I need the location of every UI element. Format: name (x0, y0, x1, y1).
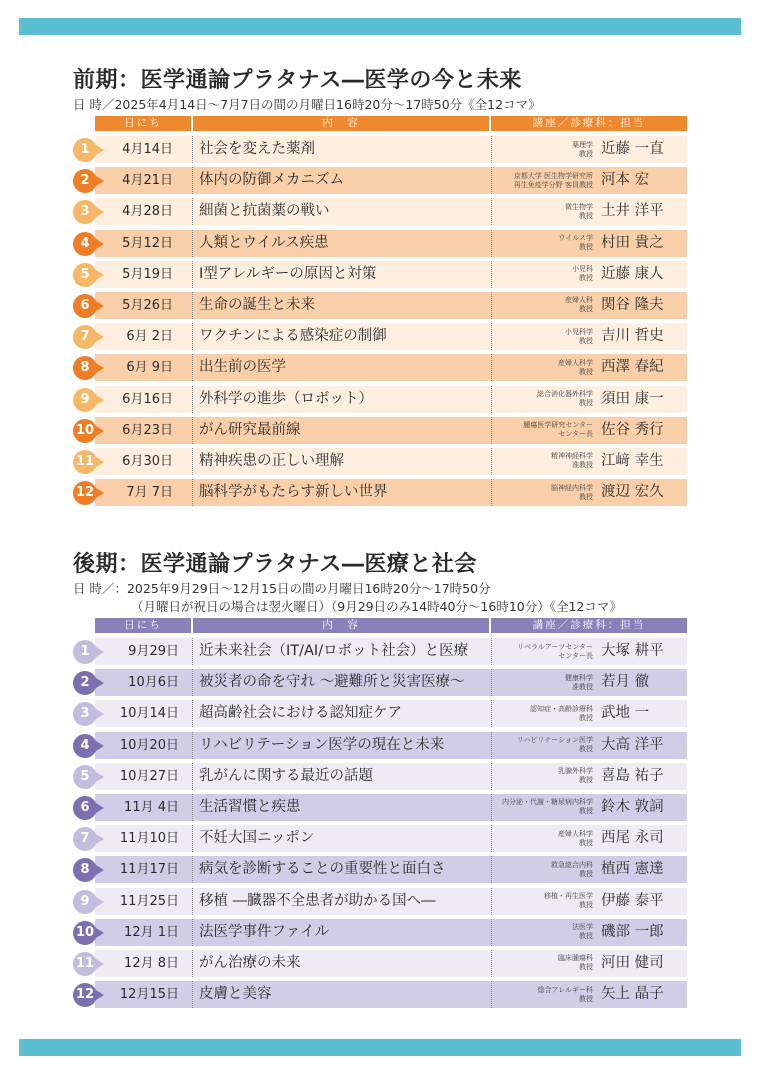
row-band (95, 479, 687, 506)
table-row (73, 636, 693, 667)
session-topic: 出生前の医学 (199, 359, 286, 376)
lecturer-name: 佐谷 秀行 (601, 421, 664, 438)
session-number-badge: 5 (73, 263, 97, 287)
divider (192, 479, 193, 506)
lecturer-name: 西澤 春紀 (601, 359, 664, 376)
session-topic: 生命の誕生と未来 (199, 296, 315, 313)
session-date: 11月25日 (119, 893, 179, 909)
divider (192, 448, 193, 475)
table-row (73, 792, 693, 823)
table-row (73, 352, 693, 383)
second-term-rows (73, 636, 693, 1010)
session-date: 4月14日 (122, 142, 173, 157)
second-term-date-note: （月曜日が祝日の場合は翌火曜日）（9月29日のみ14時40分～16時10分）《全12コマ》 (131, 599, 622, 614)
row-band (95, 919, 687, 946)
divider (192, 386, 193, 413)
lecturer-department: 法医学 教授 (572, 923, 593, 941)
lecturer-department: 移植・再生医学 教授 (544, 892, 593, 909)
session-topic: I型アレルギーの原因と対策 (199, 265, 377, 282)
first-term-rows (73, 134, 693, 508)
divider (192, 323, 193, 350)
session-topic: 病気を診断することの重要性と面白さ (199, 861, 446, 878)
header-date: 日にち (95, 618, 193, 633)
session-topic: 被災者の命を守れ ～避難所と災害医療～ (199, 674, 465, 691)
divider (192, 292, 193, 319)
divider (192, 638, 193, 665)
lecturer-department: 総合消化器外科学 教授 (537, 390, 593, 407)
table-row (73, 321, 693, 352)
table-row (73, 165, 693, 196)
row-band (95, 354, 687, 381)
lecturer-name: 吉川 哲史 (601, 328, 664, 345)
row-band (95, 198, 687, 225)
divider (192, 700, 193, 727)
header-lecturer: 講座／診療科：担当 (532, 619, 646, 631)
lecturer-department: リハビリテーション医学 教授 (516, 736, 593, 754)
session-topic: 乳がんに関する最近の話題 (199, 767, 373, 784)
divider (192, 230, 193, 257)
divider (192, 825, 193, 852)
divider (192, 136, 193, 163)
row-band (95, 386, 687, 413)
session-topic: 皮膚と美容 (199, 986, 272, 1003)
table-row (73, 477, 693, 508)
row-band (95, 763, 687, 790)
header-topic: 内 容 (193, 116, 491, 131)
lecturer-name: 河本 宏 (601, 172, 650, 189)
lecturer-department: 京都大学 医生物学研究所 再生免疫学分野 客員教授 (513, 171, 593, 189)
table-row (73, 384, 693, 415)
lecturer-name: 関谷 隆夫 (601, 296, 664, 313)
lecturer-name: 鈴木 敦詞 (601, 798, 664, 815)
lecturer-department: 健康科学 准教授 (565, 673, 593, 691)
header-date: 日にち (95, 116, 193, 131)
session-date: 10月14日 (119, 706, 179, 722)
divider (192, 763, 193, 790)
table-row (73, 196, 693, 227)
divider (192, 198, 193, 225)
divider (192, 856, 193, 883)
divider (192, 950, 193, 977)
lecturer-name: 須田 康一 (601, 390, 664, 407)
session-number-badge: 12 (73, 481, 97, 505)
top-accent-bar (19, 18, 741, 35)
session-date: 6月23日 (122, 422, 173, 438)
row-band (95, 230, 687, 257)
table-row (73, 917, 693, 948)
lecturer-department: 腫瘍医学研究センター センター長 (523, 421, 593, 439)
lecturer-department: 認知症・高齢診療科 教授 (530, 704, 593, 722)
session-topic: がん研究最前線 (199, 421, 301, 438)
bottom-accent-bar (19, 1039, 741, 1056)
lecturer-department: 救急総合内科 教授 (551, 860, 593, 878)
session-number-badge: 6 (73, 294, 97, 318)
first-term-title: 前期：医学通論プラタナス―医学の今と未来 (73, 68, 522, 93)
first-term-section (73, 66, 693, 508)
divider (192, 888, 193, 915)
row-band (95, 825, 687, 852)
second-term-table-header (95, 618, 687, 633)
table-row (73, 290, 693, 321)
lecturer-name: 若月 徹 (601, 674, 650, 691)
session-number-badge: 7 (73, 827, 97, 851)
divider (192, 919, 193, 946)
session-date: 9月29日 (128, 644, 179, 659)
lecturer-name: 近藤 一直 (601, 141, 664, 157)
session-date: 6月 2日 (126, 329, 173, 345)
row-band (95, 136, 687, 163)
divider (192, 669, 193, 696)
lecturer-name: 村田 貴之 (601, 234, 664, 251)
session-date: 4月28日 (122, 204, 173, 220)
session-topic: がん治療の未来 (199, 954, 301, 971)
table-row (73, 446, 693, 477)
session-topic: 精神疾患の正しい理解 (199, 452, 344, 469)
session-date: 11月17日 (119, 862, 179, 878)
row-band (95, 261, 687, 288)
session-number-badge: 9 (73, 388, 97, 412)
lecturer-name: 土井 洋平 (601, 203, 664, 220)
session-topic: 近未来社会（IT/AI/ロボット社会）と医療 (199, 643, 469, 659)
lecturer-department: 総合アレルギー科 教授 (537, 985, 593, 1003)
session-date: 7月 7日 (126, 485, 173, 501)
session-date: 11月 4日 (124, 799, 179, 815)
session-topic: 超高齢社会における認知症ケア (199, 705, 402, 722)
session-date: 11月10日 (119, 831, 179, 847)
session-date: 12月 8日 (124, 955, 179, 971)
lecturer-name: 西尾 永司 (601, 830, 664, 847)
session-date: 12月15日 (119, 987, 179, 1003)
session-number-badge: 9 (73, 890, 97, 914)
session-date: 12月 1日 (124, 924, 179, 940)
table-row (73, 667, 693, 698)
lecturer-department: 精神神経科学 准教授 (551, 452, 593, 470)
table-row (73, 761, 693, 792)
session-number-badge: 8 (73, 356, 97, 380)
table-row (73, 730, 693, 761)
session-number-badge: 7 (73, 325, 97, 349)
session-date: 10月20日 (119, 737, 179, 753)
session-topic: 外科学の進歩（ロボット） (199, 390, 373, 407)
lecturer-department: 産婦人科 教授 (565, 296, 593, 314)
session-date: 6月 9日 (126, 360, 173, 376)
session-topic: 不妊大国ニッポン (199, 830, 315, 847)
session-number-badge: 12 (73, 983, 97, 1007)
lecturer-name: 江﨑 幸生 (601, 452, 664, 469)
session-topic: 生活習慣と疾患 (199, 798, 301, 815)
session-number-badge: 3 (73, 200, 97, 224)
table-row (73, 134, 693, 165)
lecturer-name: 近藤 康人 (601, 265, 664, 282)
divider (192, 354, 193, 381)
table-row (73, 823, 693, 854)
session-number-badge: 1 (73, 138, 97, 162)
table-row (73, 415, 693, 446)
row-band (95, 292, 687, 319)
session-date: 4月21日 (122, 173, 173, 189)
divider (192, 167, 193, 194)
session-topic: 法医学事件ファイル (199, 923, 330, 940)
lecturer-department: ウイルス学 教授 (558, 234, 593, 252)
session-number-badge: 2 (73, 169, 97, 193)
lecturer-name: 渡辺 宏久 (601, 484, 664, 501)
session-number-badge: 10 (73, 419, 97, 443)
header-lecturer: 講座／診療科：担当 (532, 117, 646, 129)
table-row (73, 948, 693, 979)
session-topic: リハビリテーション医学の現在と未来 (199, 736, 445, 753)
session-topic: 移植 ―臓器不全患者が助かる国へ― (199, 892, 436, 909)
session-number-badge: 3 (73, 702, 97, 726)
session-date: 5月12日 (122, 235, 173, 251)
second-term-date: 日 時／：2025年9月29日～12月15日の間の月曜日16時20分～17時50分 (73, 581, 491, 596)
session-date: 10月27日 (119, 768, 179, 784)
row-band (95, 417, 687, 444)
lecturer-department: 産婦人科学 教授 (558, 829, 593, 847)
row-band (95, 323, 687, 350)
row-band (95, 448, 687, 475)
row-band (95, 794, 687, 821)
lecturer-name: 矢上 晶子 (601, 986, 664, 1003)
table-row (73, 228, 693, 259)
session-topic: 体内の防御メカニズム (199, 172, 344, 189)
table-row (73, 979, 693, 1010)
header-topic: 内 容 (193, 618, 491, 633)
lecturer-name: 大高 洋平 (601, 736, 664, 753)
session-topic: 人類とウイルス疾患 (199, 234, 329, 251)
session-number-badge: 8 (73, 858, 97, 882)
session-number-badge: 6 (73, 796, 97, 820)
lecturer-department: 微生物学 教授 (565, 202, 593, 220)
table-row (73, 854, 693, 885)
lecturer-name: 武地 一 (601, 705, 650, 722)
session-date: 6月30日 (122, 453, 173, 469)
row-band (95, 167, 687, 194)
lecturer-name: 植西 憲達 (601, 861, 664, 878)
divider (192, 261, 193, 288)
session-number-badge: 2 (73, 671, 97, 695)
session-number-badge: 1 (73, 640, 97, 664)
first-term-date: 日 時／2025年4月14日～7月7日の間の月曜日16時20分～17時50分《全12コマ》 (73, 97, 541, 112)
session-number-badge: 5 (73, 765, 97, 789)
session-date: 5月26日 (122, 297, 173, 313)
divider (192, 794, 193, 821)
second-term-title: 後期：医学通論プラタナス―医療と社会 (73, 552, 477, 577)
session-topic: 社会を変えた薬剤 (199, 141, 315, 157)
row-band (95, 981, 687, 1008)
lecturer-department: 脳神経内科学 教授 (551, 483, 593, 501)
table-row (73, 886, 693, 917)
session-number-badge: 11 (73, 450, 97, 474)
lecturer-name: 大塚 耕平 (601, 643, 664, 659)
lecturer-department: 小児科 教授 (572, 265, 593, 283)
session-topic: ワクチンによる感染症の制御 (199, 328, 387, 345)
table-row (73, 259, 693, 290)
lecturer-department: 小児科学 教授 (565, 327, 593, 345)
session-number-badge: 10 (73, 921, 97, 945)
first-term-table-header (95, 116, 687, 131)
lecturer-name: 磯部 一郎 (601, 923, 664, 940)
lecturer-department: 薬理学 教授 (572, 140, 593, 158)
lecturer-department: 乳腺外科学 教授 (558, 767, 593, 785)
session-number-badge: 4 (73, 232, 97, 256)
lecturer-name: 河田 健司 (601, 954, 664, 971)
session-date: 5月19日 (122, 266, 173, 282)
lecturer-department: 臨床腫瘍科 教授 (558, 954, 593, 972)
divider (192, 732, 193, 759)
session-date: 10月6日 (128, 675, 179, 691)
lecturer-name: 喜島 祐子 (601, 767, 664, 784)
divider (192, 417, 193, 444)
session-topic: 細菌と抗菌薬の戦い (199, 203, 330, 220)
lecturer-department: 産婦人科学 教授 (558, 358, 593, 376)
lecturer-department: 内分泌・代謝・糖尿病内科学 教授 (502, 798, 593, 816)
lecturer-name: 伊藤 泰平 (601, 892, 664, 909)
divider (192, 981, 193, 1008)
session-number-badge: 4 (73, 734, 97, 758)
session-topic: 脳科学がもたらす新しい世界 (199, 484, 388, 501)
session-date: 6月16日 (122, 391, 173, 407)
lecturer-department: リベラルアーツセンター センター長 (517, 642, 593, 660)
session-number-badge: 11 (73, 952, 97, 976)
second-term-section (73, 550, 693, 1010)
table-row (73, 698, 693, 729)
row-band (95, 950, 687, 977)
